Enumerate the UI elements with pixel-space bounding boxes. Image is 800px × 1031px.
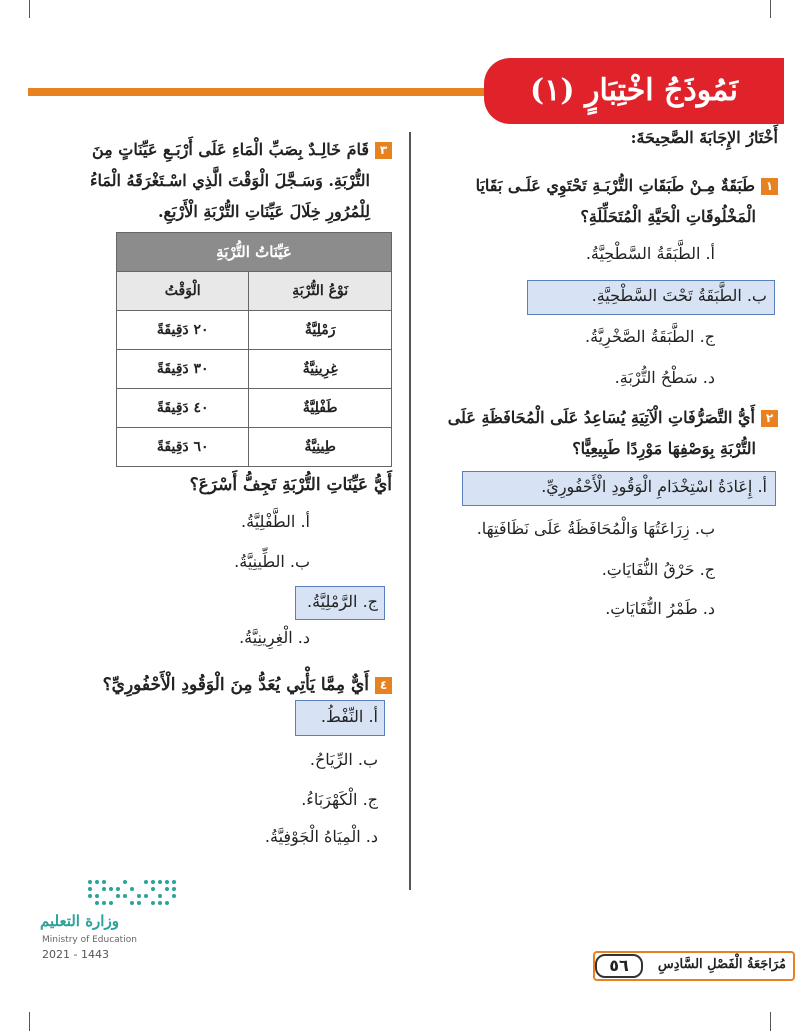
table-cell: ٣٠ دَقِيقَةً bbox=[117, 350, 249, 389]
question-number: ١ bbox=[761, 178, 778, 195]
ministry-name-en: Ministry of Education bbox=[42, 935, 137, 945]
table-cell: ٢٠ دَقِيقَةً bbox=[117, 311, 249, 350]
crop-mark bbox=[770, 0, 771, 18]
soil-samples-table bbox=[116, 232, 392, 467]
table-row bbox=[117, 389, 392, 428]
crop-mark bbox=[770, 1012, 771, 1031]
column-divider bbox=[409, 132, 411, 890]
question-3 bbox=[20, 134, 392, 227]
q1-option-d[interactable]: د. سَطْحُ التُّرْبَةِ. bbox=[614, 368, 715, 387]
question-text: طَبَقَةٌ مِـنْ طَبَقَاتِ التُّرْبَـةِ تَحْتَوِي عَلَـى بَقَايَا bbox=[475, 176, 755, 195]
q4-option-d[interactable]: د. الْمِيَاهُ الْجَوْفِيَّةُ. bbox=[264, 827, 378, 846]
ministry-name-ar: وزارة التعليم bbox=[40, 912, 119, 930]
table-header: نَوْعُ التُّرْبَةِ bbox=[249, 272, 392, 311]
page-title: نَمُوذَجُ اخْتِبَارٍ (١) bbox=[530, 73, 738, 108]
table-cell: رَمْلِيَّةٌ bbox=[249, 311, 392, 350]
question-number: ٤ bbox=[375, 677, 392, 694]
instruction: أَخْتَارُ الإِجَابَةَ الصَّحِيحَةَ: bbox=[630, 128, 778, 147]
page-number: ٥٦ bbox=[595, 954, 643, 978]
question-number: ٣ bbox=[375, 142, 392, 159]
q2-option-b[interactable]: ب. زِرَاعَتُهَا وَالْمُحَافَظَةُ عَلَى نَظَافَتِهَا. bbox=[476, 519, 715, 538]
q4-option-c[interactable]: ج. الْكَهْرَبَاءُ. bbox=[301, 790, 378, 809]
crop-mark bbox=[29, 1012, 30, 1031]
q3-option-a[interactable]: أ. الطَّفْلِيَّةُ. bbox=[241, 512, 310, 531]
table-cell: ٤٠ دَقِيقَةً bbox=[117, 389, 249, 428]
question-text: لِلْمُرُورِ خِلَالَ عَيِّنَاتِ التُّرْبَةِ الْأَرْبَعِ. bbox=[157, 202, 370, 221]
question-text: التُّرْبَةِ. وَسَـجَّلَ الْوَقْتَ الَّذِي اسْـتَغْرَقَهُ الْمَاءُ bbox=[90, 171, 370, 190]
question-number: ٢ bbox=[761, 410, 778, 427]
table-row bbox=[117, 350, 392, 389]
q3-question: أَيُّ عَيِّنَاتِ التُّرْبَةِ تَجِفُّ أَسْرَعَ؟ bbox=[189, 475, 392, 495]
crop-mark bbox=[29, 0, 30, 18]
q1-option-a[interactable]: أ. الطَّبَقَةُ السَّطْحِيَّةُ. bbox=[585, 244, 715, 263]
q1-option-c[interactable]: ج. الطَّبَقَةُ الصَّخْرِيَّةُ. bbox=[585, 327, 715, 346]
question-text: الْمَخْلُوقَاتِ الْحَيَّةِ الْمُتَحَلِّلَةِ؟ bbox=[580, 207, 756, 226]
table-header: الْوَقْتُ bbox=[117, 272, 249, 311]
question-text: أَيُّ التَّصَرُّفَاتِ الْآتِيَةِ يُسَاعِدُ عَلَى الْمُحَافَظَةِ عَلَى bbox=[447, 408, 755, 427]
q2-option-a[interactable]: أ. إِعَادَةُ اسْتِخْدَامِ الْوَقُودِ الْأَحْفُورِيِّ. bbox=[541, 477, 767, 496]
question-text: قَامَ خَالِـدٌ بِصَبِّ الْمَاءِ عَلَى أَرْبَـعِ عَيِّنَاتٍ مِنَ bbox=[91, 140, 369, 159]
q2-option-d[interactable]: د. طَمْرُ النُّفَايَاتِ. bbox=[605, 599, 715, 618]
table-cell: غِرِينِيَّةٌ bbox=[249, 350, 392, 389]
question-text: أَيٌّ مِمَّا يَأْتِي يُعَدُّ مِنَ الْوَقُودِ الْأَحْفُورِيِّ؟ bbox=[102, 675, 369, 695]
question-text: التُّرْبَةِ بِوَصْفِهَا مَوْرِدًا طَبِيعِيًّا؟ bbox=[572, 439, 756, 458]
chapter-review-label: مُرَاجَعَةُ الْفَصْلِ السَّادِسِ bbox=[657, 957, 786, 972]
table-row bbox=[117, 428, 392, 467]
q4-option-b[interactable]: ب. الرِّيَاحُ. bbox=[309, 750, 378, 769]
q4-option-a[interactable]: أ. النِّفْطُ. bbox=[320, 707, 378, 726]
table-cell: طَفْلِيَّةٌ bbox=[249, 389, 392, 428]
table-cell: طِينِيَّةٌ bbox=[249, 428, 392, 467]
q3-option-b[interactable]: ب. الطِّينِيَّةُ. bbox=[234, 552, 310, 571]
question-4 bbox=[20, 670, 392, 701]
question-2 bbox=[420, 402, 778, 464]
table-caption: عَيِّنَاتُ التُّرْبَةِ bbox=[117, 233, 392, 272]
table-cell: ٦٠ دَقِيقَةً bbox=[117, 428, 249, 467]
question-1 bbox=[420, 170, 778, 232]
edition-year: 2021 - 1443 bbox=[42, 948, 109, 961]
q2-option-c[interactable]: ج. حَرْقُ النُّفَايَاتِ. bbox=[601, 560, 715, 579]
table-row bbox=[117, 311, 392, 350]
q3-option-c[interactable]: ج. الرَّمْلِيَّةُ. bbox=[306, 592, 378, 611]
header-rule bbox=[28, 88, 490, 96]
q3-option-d[interactable]: د. الْغِرِينِيَّةُ. bbox=[239, 628, 310, 647]
q1-option-b[interactable]: ب. الطَّبَقَةُ تَحْتَ السَّطْحِيَّةِ. bbox=[591, 286, 767, 305]
